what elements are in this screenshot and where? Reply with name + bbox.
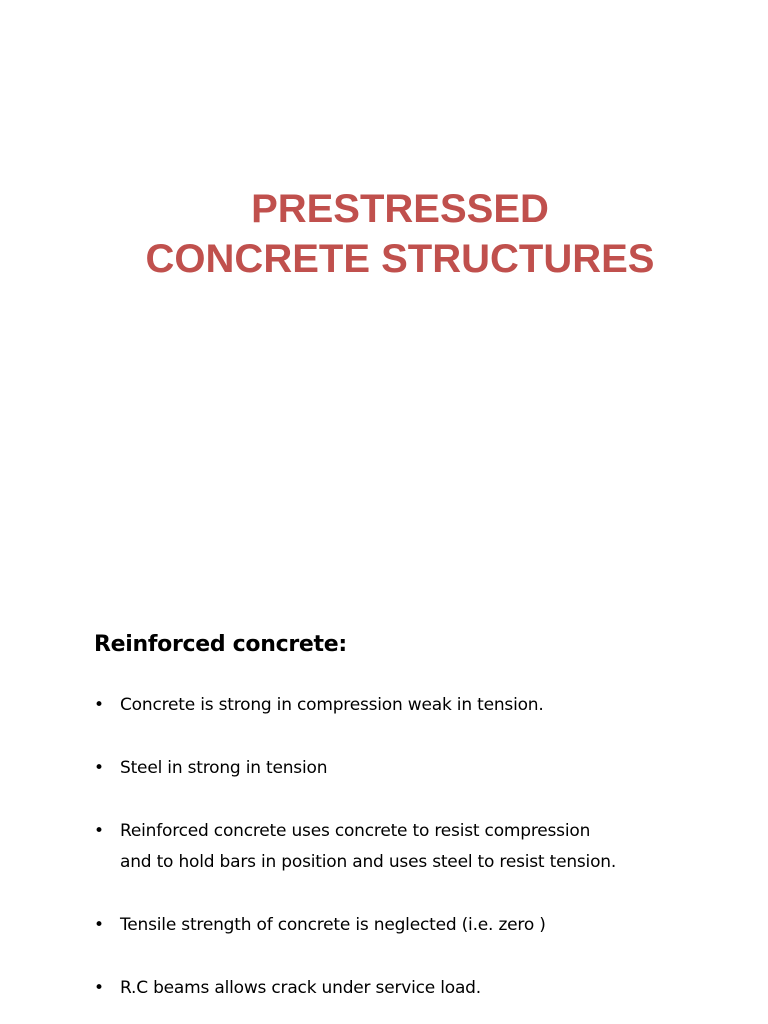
bullet-item [94, 690, 754, 721]
bullet-item [94, 753, 754, 784]
bullet-item [94, 973, 754, 1004]
bullet-text: Reinforced concrete uses concrete to resist compression [120, 821, 591, 841]
section-heading: Reinforced concrete: [94, 632, 347, 657]
bullet-marker: • [94, 915, 105, 935]
bullet-marker: • [94, 758, 105, 778]
bullet-marker: • [94, 695, 105, 715]
bullet-text: Concrete is strong in compression weak in tension. [120, 695, 544, 715]
bullet-marker: • [94, 978, 105, 998]
bullet-list [94, 690, 754, 1004]
bullet-text: R.C beams allows crack under service load. [120, 978, 481, 998]
bullet-text: Tensile strength of concrete is neglected (i.e. zero ) [120, 915, 546, 935]
title-line-1: PRESTRESSED [251, 187, 549, 231]
bullet-marker: • [94, 821, 105, 841]
bullet-item [94, 910, 754, 941]
title-line-2: CONCRETE STRUCTURES [145, 237, 655, 281]
bullet-text: Steel in strong in tension [120, 758, 328, 778]
bullet-item [94, 816, 754, 878]
page-title [0, 184, 768, 284]
bullet-text-continued: and to hold bars in position and uses steel to resist tension. [120, 852, 617, 872]
